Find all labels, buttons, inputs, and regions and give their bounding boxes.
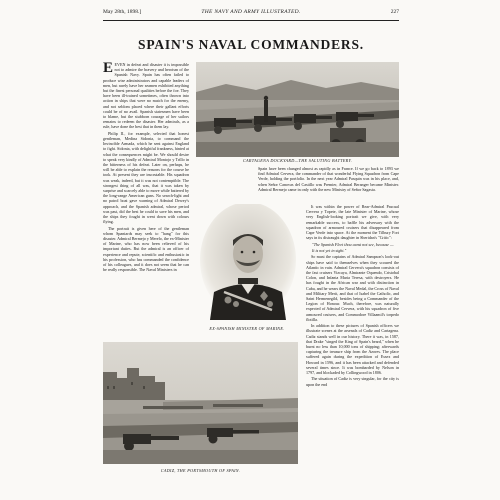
header-page-number: 227 [390, 9, 399, 15]
header-date: May 28th, 1898.] [103, 9, 142, 15]
paragraph: The portrait is given here of the gentleman whom Spaniards may seek to "hang" for this disaster. Admiral Bermejo y Merelo, the ex-Minister of Marine, who has now been relieved of his important duties. But the admiral is an officer of experience and repute, scientific and enthusiastic in his profession, who has commanded the confidence of his colleagues, and it does not seem that he can be really responsible. The Naval Ministers in [103, 225, 189, 273]
paragraph: Philip II., for example, selected that honest gentleman, Medina Sidonia, to command the Invincible Armada, which he sent against England to fight. Sidonia, with delightful frankness, hinted at what the consequences might be. We should desire to speak very kindly of Admiral Montojo y Trillo in the bitterness of his defeat. Later on, perhaps, he will be able to explain the reasons for the course he took. At present they are inscrutable. His squadron was weak, indeed, but it was not contemptible. The strongest thing of all was, that it was taken by surprise and scarcely able to move while battered by the long-range American guns. No search-light and no patrol boat gave warning of Admiral Dewey's approach, and the Spanish admiral, whose period was past, did the best he could to save his men, and the ships they fought in went down with colours flying. [103, 130, 189, 225]
cadiz-caption: CADIZ, THE PORTSMOUTH OF SPAIN. [160, 468, 241, 473]
cadiz-photo [103, 342, 298, 464]
paragraph: Spain have been changed almost as rapidly as in France. If we go back to 1893 we find Admiral Cervera, the commander of that wonderful Flying Squadron from Cape Verde, holding the portfolio. In the next year Admiral Pasquin was in his place, and, when Señor Canovas del Castillo was Premier, Admiral Beranger became Minister. Admiral Bermejo came in only with the new Ministry of Señor Sagasta. [258, 166, 399, 192]
running-header [103, 6, 399, 18]
cartagena-dockyard-photo [196, 62, 399, 157]
paragraph: In addition to these pictures of Spanish officers we illustrate scenes at the arsenals of Cadiz and Cartagena. Cadiz stands well in our history. There it was, in 1587, that Drake "singed the King of Spain's beard," when he burnt no less than 10,000 tons of shipping; afterwards capturing the treasure ship from the Azores. The place suffered again during the expedition of Essex and Howard in 1596, and it has been attacked and defended several times since. It was bombarded by Nelson in 1797, and blockaded by Collingwood in 1806. [306, 323, 399, 376]
minister-portrait [200, 204, 296, 320]
paragraph: It was within the power of Rear-Admiral Pascual Cervera y Topete, the late Minister of Marine, whose very English-looking portrait we give, with very remarkable success, to baffle his adversary with the squadron of armoured cruisers that disappeared from Cape Verde into space. At the moment the Tilbury Fort says in its distraught daughter in Sheridan's "Critic": [306, 204, 399, 241]
header-publication: THE NAVY AND ARMY ILLUSTRATED. [201, 9, 301, 15]
header-rule [103, 20, 399, 21]
dockyard-caption: CARTAGENA DOCKYARD—THE SALUTING BATTERY. [242, 158, 353, 163]
paragraph: So must the captains of Admiral Sampson's look-out ships have said to themselves when they scoured the Atlantic in vain. Admiral Cervera's squadron consists of the fast cruisers Vizcaya, Almirante Oquendo, Cristobal Colon, and Infanta Maria Teresa, with destroyers. He has fought in the African war and with distinction in Cuba, and he wears the Naval Medal, the Cross of Naval and Military Merit, and that of Isabel the Catholic, and Saint Hermenegild, besides being a Commander of the Legion of Honour. Much, therefore, was naturally expected of Admiral Cervera, with his squadron of five armoured cruisers, and Commodore Villaamil's torpedo flotilla. [306, 254, 399, 322]
article-title: SPAIN'S NAVAL COMMANDERS. [138, 37, 364, 52]
article-column-left [103, 62, 189, 354]
article-column-right-main [306, 204, 399, 490]
article-column-right-upper [258, 166, 399, 200]
quotation: "The Spanish Fleet thou canst not see, because — [312, 241, 394, 247]
paragraph: EEVEN in defeat and disaster it is impossible not to admire the bravery and heroism of the Spanish Navy. Spain has often failed to produce wise administrators and capable leaders of men, but rarely have her seamen exhibited anything but the finest personal qualities before the foe. They have been ill-trained sometimes, often thrown into action in ships that were no match for the enemy, and not seldom placed where their gallant efforts could be of no avail. Spanish statesmen have been to blame, but the stubborn courage of her sailors remains to redeem the disaster. Her admirals, as a rule, have done the best that in them lay. [103, 62, 189, 130]
quotation: It is not yet in sight." [312, 248, 347, 253]
paragraph: The situation of Cadiz is very singular, for the city is upon the end [306, 376, 399, 387]
drop-cap: E [103, 62, 114, 76]
minister-caption: EX-SPANISH MINISTER OF MARINE. [209, 326, 285, 331]
